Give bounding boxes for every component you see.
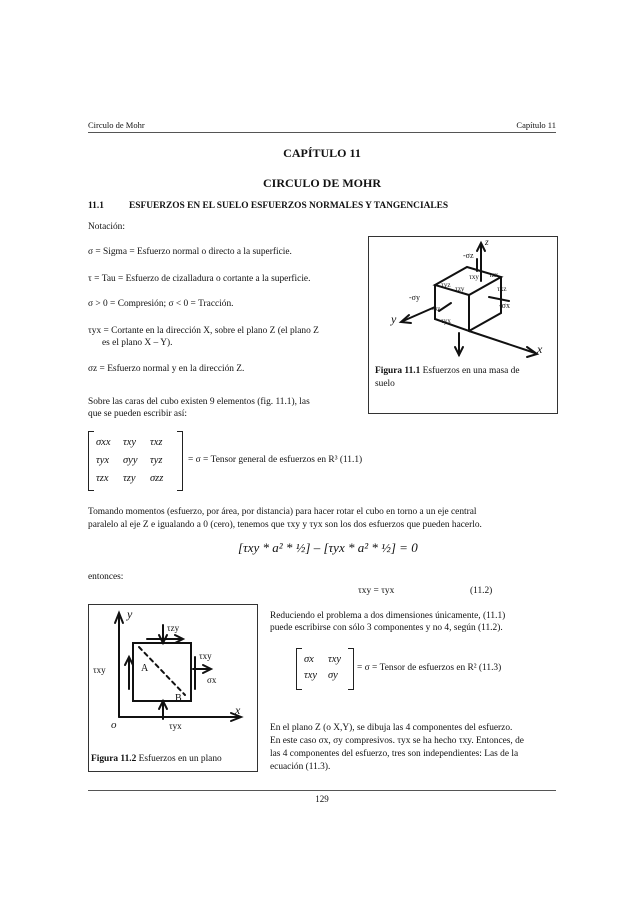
header-rule <box>88 132 556 133</box>
fig2-x-label: x <box>235 703 241 717</box>
para4-line4: ecuación (11.3). <box>270 762 331 772</box>
para3-line1: Reduciendo el problema a dos dimensiones únicamente, (11.1) <box>270 611 506 621</box>
fig1-tau-zx: τzx <box>489 271 499 279</box>
fig2-y-label: y <box>127 607 133 621</box>
eq-11-2: τxy = τyx <box>358 586 395 596</box>
fig1-tau-yz: τyz <box>441 281 451 289</box>
para4-line3: las 4 componentes del esfuerzo, tres son independientes: Las de la <box>270 749 519 759</box>
section-title: ESFUERZOS EN EL SUELO ESFUERZOS NORMALES Y TANGENCIALES <box>129 201 449 211</box>
figure-11-1-caption <box>375 365 551 390</box>
figure-11-1 <box>368 236 558 414</box>
header-left: Circulo de Mohr <box>88 120 145 130</box>
fig1-tau-yx: τyx <box>441 317 451 325</box>
header-right: Capítulo 11 <box>516 120 556 130</box>
matrix1-rhs: = σ = Tensor general de esfuerzos en R³ (11.1) <box>188 455 363 465</box>
m1-r1c2: τxy <box>123 437 137 448</box>
fig1-caption-bold: Figura 11.1 <box>375 366 421 376</box>
m1-r3c3: σzz <box>150 473 164 484</box>
m1-r1c3: τxz <box>150 437 163 448</box>
fig2-sigma-x: σx <box>207 675 217 685</box>
para1-line1: Sobre las caras del cubo existen 9 elementos (fig. 11.1), las <box>88 397 310 407</box>
section-number: 11.1 <box>88 201 104 211</box>
fig2-caption-rest: Esfuerzos en un plano <box>136 754 222 764</box>
m2-r1c1: σx <box>304 654 314 665</box>
para3-line2: puede escribirse con sólo 3 componentes y no 4, según (11.2). <box>270 623 503 633</box>
m1-r3c1: τzx <box>96 473 109 484</box>
fig1-tau-zy: τzy <box>455 285 465 293</box>
fig2-point-b: B <box>175 693 182 704</box>
notation-tauyx-cont: es el plano X – Y). <box>102 338 173 348</box>
eq-11-2-number: (11.2) <box>470 586 493 596</box>
matrix1-right-bracket <box>177 431 183 491</box>
fig2-caption-bold: Figura 11.2 <box>91 754 137 764</box>
fig1-sigma-z: -σz <box>463 251 474 260</box>
figure-11-2 <box>88 604 258 772</box>
m1-r2c3: τyz <box>150 455 163 466</box>
notation-sigma: σ = Sigma = Esfuerzo normal o directo a la superficie. <box>88 247 292 257</box>
moment-equation: [τxy * a² * ½] – [τyx * a² * ½] = 0 <box>238 540 418 555</box>
m2-r2c1: τxy <box>304 670 318 681</box>
fig1-tau-xz: τxz <box>497 285 507 293</box>
footer-rule <box>88 790 556 791</box>
notation-tauyx: τyx = Cortante en la dirección X, sobre el plano Z (el plano Z <box>88 326 319 336</box>
para1-line2: que se pueden escribir así: <box>88 409 187 419</box>
m1-r2c1: τyx <box>96 455 110 466</box>
m1-r1c1: σxx <box>96 437 111 448</box>
fig2-tau-yx: τyx <box>169 721 182 731</box>
chapter-title: CAPÍTULO 11 <box>283 146 361 160</box>
m1-r3c2: τzy <box>123 473 136 484</box>
para4-line1: En el plano Z (o X,Y), se dibuja las 4 componentes del esfuerzo. <box>270 723 513 733</box>
fig1-caption-rest: Esfuerzos en una masa de <box>420 366 520 376</box>
fig2-origin-label: o <box>111 719 117 731</box>
notation-sigmaz: σz = Esfuerzo normal y en la dirección Z. <box>88 364 245 374</box>
fig2-point-a: A <box>141 663 149 674</box>
notation-tau: τ = Tau = Esfuerzo de cizalladura o cortante a la superficie. <box>88 274 311 284</box>
matrix2-left-bracket <box>296 648 302 690</box>
fig1-sigma-y: -σy <box>409 293 420 302</box>
matrix2-body <box>304 652 350 684</box>
para2-line2: paralelo al eje Z e igualando a 0 (cero), tenemos que τxy y τyx son los dos esfuerzos que pueden hacerlo. <box>88 520 482 530</box>
fig1-z-label: z <box>485 238 489 248</box>
fig2-tau-xy-left: τxy <box>93 665 106 675</box>
fig1-caption-line2: suelo <box>375 378 395 389</box>
entonces-label: entonces: <box>88 572 124 582</box>
matrix2-rhs: = σ = Tensor de esfuerzos en R² (11.3) <box>357 663 502 673</box>
matrix1-left-bracket <box>88 431 94 491</box>
m2-r2c2: σy <box>328 670 338 681</box>
para2-line1: Tomando momentos (esfuerzo, por área, por distancia) para hacer rotar el cubo en torno a un eje central <box>88 507 477 517</box>
fig2-tau-xy-right: τxy <box>199 651 212 661</box>
chapter-subtitle: CIRCULO DE MOHR <box>262 176 381 190</box>
fig1-sigma-z-bottom: -σz <box>431 305 441 313</box>
matrix1-body <box>96 434 176 488</box>
page-number: 129 <box>315 794 329 804</box>
para4-line2: En este caso σx, σy compresivos. τyx se ha hecho τxy. Entonces, de <box>270 736 524 746</box>
fig1-sigma-x: -σx <box>499 301 510 310</box>
fig1-x-label: x <box>537 342 543 356</box>
fig2-tau-zy: τzy <box>167 623 180 633</box>
m2-r1c2: τxy <box>328 654 342 665</box>
m1-r2c2: σyy <box>123 455 138 466</box>
notation-label: Notación: <box>88 222 125 232</box>
figure-11-2-caption <box>91 753 222 766</box>
fig1-y-label: y <box>391 312 397 326</box>
fig1-tau-xy: τxy <box>469 273 479 281</box>
notation-sign: σ > 0 = Compresión; σ < 0 = Tracción. <box>88 299 234 309</box>
